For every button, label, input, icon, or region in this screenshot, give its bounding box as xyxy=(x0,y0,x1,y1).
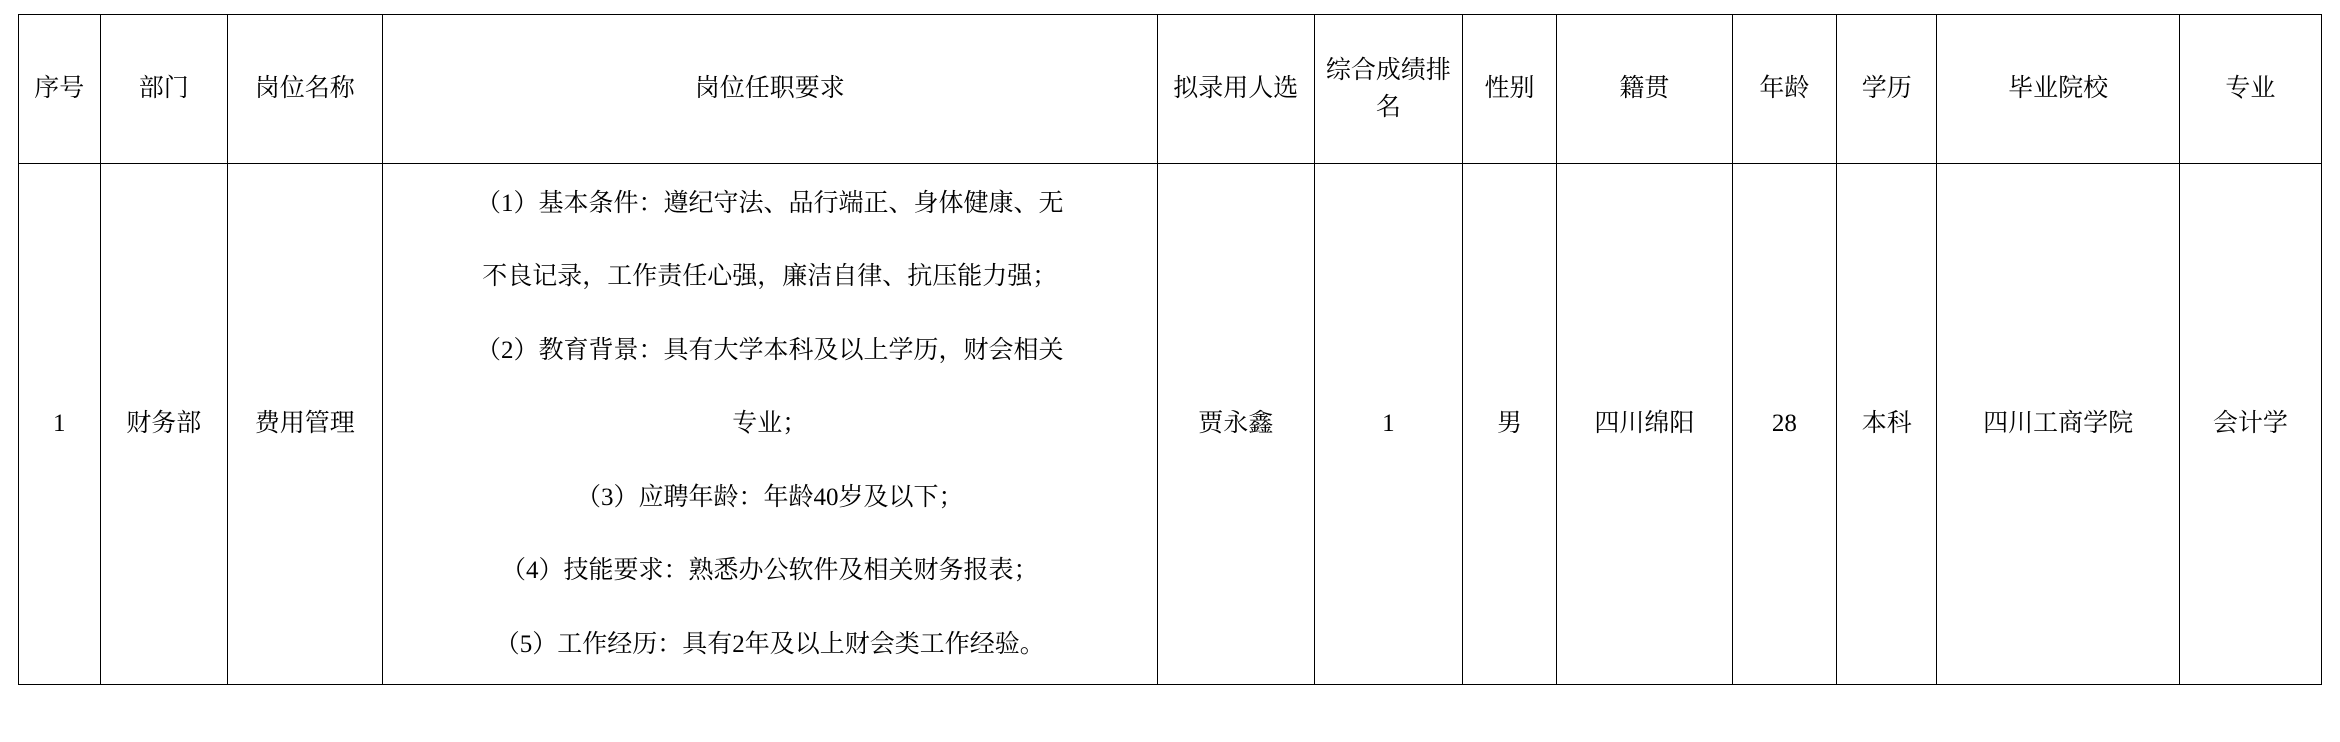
column-header-requirements: 岗位任职要求 xyxy=(382,15,1157,164)
column-header-education: 学历 xyxy=(1837,15,1937,164)
recruitment-table xyxy=(18,14,2322,685)
column-header-rank: 综合成绩排名 xyxy=(1314,15,1462,164)
cell-seq: 1 xyxy=(19,164,101,685)
column-header-gender: 性别 xyxy=(1463,15,1557,164)
requirement-line: （2）教育背景：具有大学本科及以上学历，财会相关 xyxy=(476,336,1064,364)
table-header xyxy=(19,15,2322,164)
column-header-seq: 序号 xyxy=(19,15,101,164)
cell-dept: 财务部 xyxy=(100,164,227,685)
cell-post: 费用管理 xyxy=(227,164,382,685)
requirement-line: （5）工作经历：具有2年及以上财会类工作经验。 xyxy=(494,630,1045,658)
cell-age: 28 xyxy=(1732,164,1836,685)
table-header-row xyxy=(19,15,2322,164)
cell-person: 贾永鑫 xyxy=(1157,164,1314,685)
requirement-line: 不良记录，工作责任心强，廉洁自律、抗压能力强； xyxy=(482,263,1058,291)
cell-gender: 男 xyxy=(1463,164,1557,685)
cell-native-place: 四川绵阳 xyxy=(1557,164,1733,685)
requirement-line: （1）基本条件：遵纪守法、品行端正、身体健康、无 xyxy=(476,189,1064,217)
requirement-line: （3）应聘年龄：年龄40岁及以下； xyxy=(576,483,964,511)
column-header-person: 拟录用人选 xyxy=(1157,15,1314,164)
cell-education: 本科 xyxy=(1837,164,1937,685)
table-row xyxy=(19,164,2322,685)
column-header-major: 专业 xyxy=(2179,15,2321,164)
cell-rank: 1 xyxy=(1314,164,1462,685)
column-header-native-place: 籍贯 xyxy=(1557,15,1733,164)
column-header-dept: 部门 xyxy=(100,15,227,164)
cell-major: 会计学 xyxy=(2179,164,2321,685)
cell-school: 四川工商学院 xyxy=(1937,164,2179,685)
column-header-age: 年龄 xyxy=(1732,15,1836,164)
requirement-line: （4）技能要求：熟悉办公软件及相关财务报表； xyxy=(501,557,1039,585)
column-header-school: 毕业院校 xyxy=(1937,15,2179,164)
requirement-line: 专业； xyxy=(732,410,808,438)
column-header-post: 岗位名称 xyxy=(227,15,382,164)
cell-requirements xyxy=(382,164,1157,685)
table-body xyxy=(19,164,2322,685)
